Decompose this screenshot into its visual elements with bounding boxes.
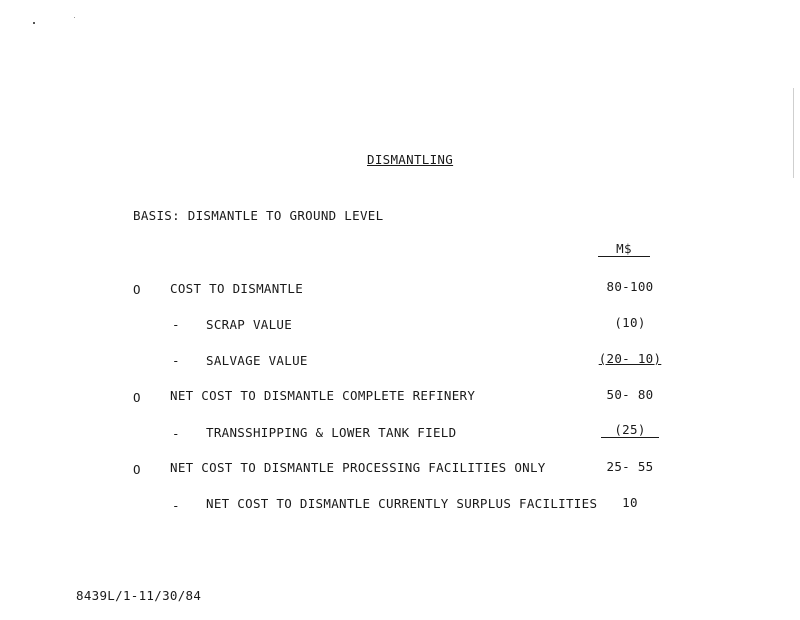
row-bullet: - — [172, 353, 180, 368]
row-label: SCRAP VALUE — [206, 317, 293, 332]
row-bullet: - — [172, 317, 180, 332]
unit-column-header: M$ — [598, 242, 650, 257]
row-bullet: O — [133, 462, 141, 477]
row-bullet: O — [133, 282, 141, 297]
row-bullet: - — [172, 426, 180, 441]
scan-edge-mark — [793, 88, 794, 178]
row-label: TRANSSHIPPING & LOWER TANK FIELD — [206, 425, 457, 440]
row-value: (20- 10) — [598, 351, 662, 366]
document-title: DISMANTLING — [367, 152, 454, 167]
row-value: (25) — [601, 423, 659, 438]
row-bullet: - — [172, 498, 180, 513]
row-label: COST TO DISMANTLE — [170, 281, 304, 296]
row-value: 50- 80 — [606, 387, 654, 402]
row-label: NET COST TO DISMANTLE COMPLETE REFINERY — [170, 388, 476, 403]
row-value: (10) — [614, 315, 646, 330]
scan-speck — [74, 17, 75, 18]
row-value: 10 — [622, 495, 638, 510]
row-value: 25- 55 — [606, 459, 654, 474]
row-label: NET COST TO DISMANTLE CURRENTLY SURPLUS FACILITIES — [206, 496, 598, 511]
row-label: SALVAGE VALUE — [206, 353, 308, 368]
row-label: NET COST TO DISMANTLE PROCESSING FACILITIES ONLY — [170, 460, 546, 475]
document-reference-code: 8439L/1-11/30/84 — [76, 588, 202, 603]
row-value: 80-100 — [606, 279, 654, 294]
row-bullet: O — [133, 390, 141, 405]
scan-speck — [33, 22, 35, 24]
basis-line: BASIS: DISMANTLE TO GROUND LEVEL — [133, 208, 384, 223]
